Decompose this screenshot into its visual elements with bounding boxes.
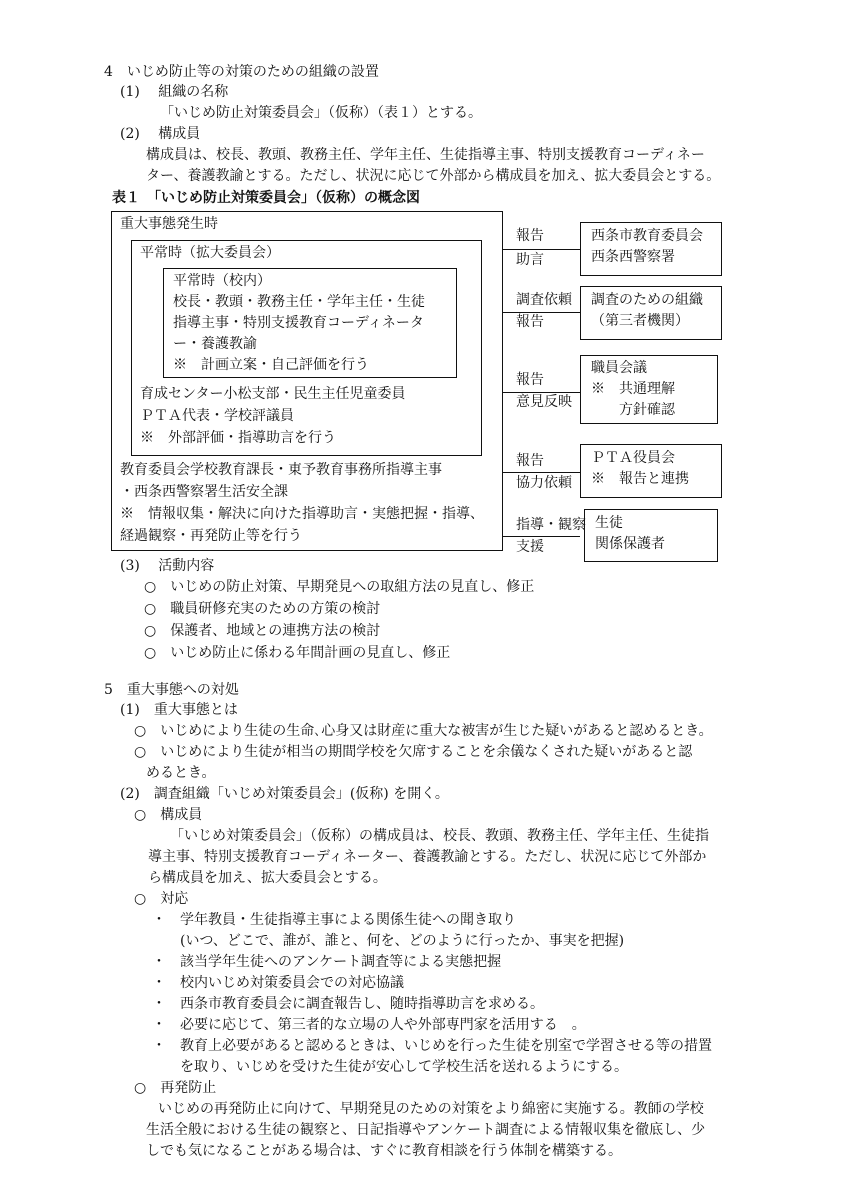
link-label-top: 報告	[516, 453, 544, 469]
response-item: ・ 該当学年生徒へのアンケート調査等による実態把握	[152, 954, 502, 970]
link-label-bottom: 報告	[516, 314, 544, 330]
response-item: を取り、いじめを受けた生徒が安心して学校生活を送れるようにする。	[152, 1059, 628, 1075]
pta-board-box	[580, 444, 722, 498]
prevention-line: しでも気になることがある場合は、すぐに教育相談を行う体制を構築する。	[146, 1143, 622, 1159]
activities-label: (3) 活動内容	[120, 558, 215, 574]
section-5-heading: 5 重大事態への対処	[104, 682, 239, 698]
box-line: ※ 報告と連携	[591, 471, 689, 487]
normal-school-box	[163, 268, 457, 378]
prevention-label: ○ 再発防止	[134, 1080, 217, 1096]
definition-item-cont: めるとき。	[146, 765, 216, 781]
normal-school-line: 校長・教頭・教務主任・学年主任・生徒	[173, 294, 425, 310]
response-item: ・ 校内いじめ対策委員会での対応協議	[152, 975, 404, 991]
section-4-1-text: 「いじめ防止対策委員会」（仮称）（表１）とする。	[160, 105, 482, 121]
board-of-education-box	[580, 222, 722, 276]
section-4-heading: 4 いじめ防止等の対策のための組織の設置	[104, 64, 379, 80]
normal-school-line: ー・養護教諭	[173, 336, 257, 352]
response-item: (いつ、どこで、誰が、誰と、何を、どのように行ったか、事実を把握)	[152, 933, 625, 949]
link-label-bottom: 助言	[516, 252, 544, 268]
prevention-line: 生活全般における生徒の観察と、日記指導やアンケート調査による情報収集を徹底し、少	[146, 1122, 706, 1138]
box-line: 関係保護者	[595, 536, 665, 552]
emergency-line: ※ 情報収集・解決に向けた指導助言・実態把握・指導、	[120, 506, 484, 522]
box-line: 西条市教育委員会	[591, 228, 703, 244]
box-line: ＰＴＡ役員会	[591, 450, 675, 466]
normal-extended-line: ※ 外部評価・指導助言を行う	[140, 430, 336, 446]
box-line: （第三者機関）	[591, 313, 689, 329]
activity-item: ○ いじめの防止対策、早期発見への取組方法の見直し、修正	[144, 579, 535, 595]
response-item: ・ 教育上必要があると認めるときは、いじめを行った生徒を別室で学習させる等の措置	[152, 1038, 712, 1054]
activity-item: ○ 職員研修充実のための方策の検討	[144, 601, 381, 617]
link-label-bottom: 協力依頼	[516, 475, 572, 491]
emergency-title: 重大事態発生時	[120, 216, 218, 232]
box-line: ※ 共通理解	[591, 381, 675, 397]
response-item: ・ 必要に応じて、第三者的な立場の人や外部専門家を活用する 。	[152, 1017, 586, 1033]
section-4-2-line1: 構成員は、校長、教頭、教務主任、学年主任、生徒指導主事、特別支援教育コーディネー	[146, 147, 705, 163]
normal-extended-line: ＰＴＡ代表・学校評議員	[140, 408, 294, 424]
response-item: ・ 西条市教育委員会に調査報告し、随時指導助言を求める。	[152, 996, 544, 1012]
students-box	[584, 509, 718, 562]
section-5-1-label: (1) 重大事態とは	[120, 702, 238, 718]
definition-item: ○ いじめにより生徒の生命､心身又は財産に重大な被害が生じた疑いがあると認めるとき。	[134, 723, 713, 739]
link-label-bottom: 支援	[516, 539, 544, 555]
section-4-2-line2: ター、養護教諭とする。ただし、状況に応じて外部から構成員を加え、拡大委員会とする。	[146, 168, 721, 184]
activity-item: ○ 保護者、地域との連携方法の検討	[144, 623, 381, 639]
activity-item: ○ いじめ防止に係わる年間計画の見直し、修正	[144, 645, 451, 661]
members-label: ○ 構成員	[134, 807, 203, 823]
normal-school-line: 指導主事・特別支援教育コーディネータ	[173, 315, 424, 331]
members-line: ら構成員を加え、拡大委員会とする。	[148, 870, 387, 886]
staff-meeting-box	[580, 355, 718, 424]
normal-school-line: ※ 計画立案・自己評価を行う	[173, 357, 369, 373]
normal-school-line: 平常時（校内）	[173, 273, 271, 289]
emergency-line: 教育委員会学校教育課長・東予教育事務所指導主事	[120, 462, 442, 478]
members-line: 導主事、特別支援教育コーディネーター、養護教諭とする。ただし、状況に応じて外部か	[148, 849, 707, 865]
section-4-2-label: (2) 構成員	[120, 126, 201, 142]
link-label-top: 指導・観察	[516, 517, 586, 533]
link-label-top: 報告	[516, 228, 544, 244]
normal-extended-line: 育成センター小松支部・民生主任児童委員	[140, 386, 406, 402]
box-line: 調査のための組織	[591, 292, 703, 308]
members-line: 「いじめ対策委員会」（仮称）の構成員は、校長、教頭、教務主任、学年主任、生徒指	[170, 828, 709, 844]
box-line: 職員会議	[591, 360, 647, 376]
table-caption: 表１ 「いじめ防止対策委員会」（仮称）の概念図	[112, 190, 420, 206]
box-line: 西条西警察署	[591, 249, 675, 265]
box-line: 方針確認	[591, 402, 675, 418]
link-label-top: 報告	[516, 372, 544, 388]
normal-extended-title: 平常時（拡大委員会）	[140, 245, 280, 261]
emergency-line: 経過観察・再発防止等を行う	[120, 528, 302, 544]
prevention-line: いじめの再発防止に向けて、早期発見のための対策をより綿密に実施する。教師の学校	[158, 1101, 704, 1117]
link-label-bottom: 意見反映	[516, 394, 572, 410]
section-4-1-label: (1) 組織の名称	[120, 84, 229, 100]
box-line: 生徒	[595, 515, 623, 531]
response-label: ○ 対応	[134, 891, 189, 907]
section-5-2-label: (2) 調査組織「いじめ対策委員会」(仮称) を開く。	[120, 786, 449, 802]
response-item: ・ 学年教員・生徒指導主事による関係生徒への聞き取り	[152, 912, 516, 928]
emergency-line: ・西条西警察署生活安全課	[120, 484, 288, 500]
third-party-box	[580, 286, 722, 340]
definition-item: ○ いじめにより生徒が相当の期間学校を欠席することを余儀なくされた疑いがあると認	[134, 744, 693, 760]
link-label-top: 調査依頼	[516, 292, 572, 308]
